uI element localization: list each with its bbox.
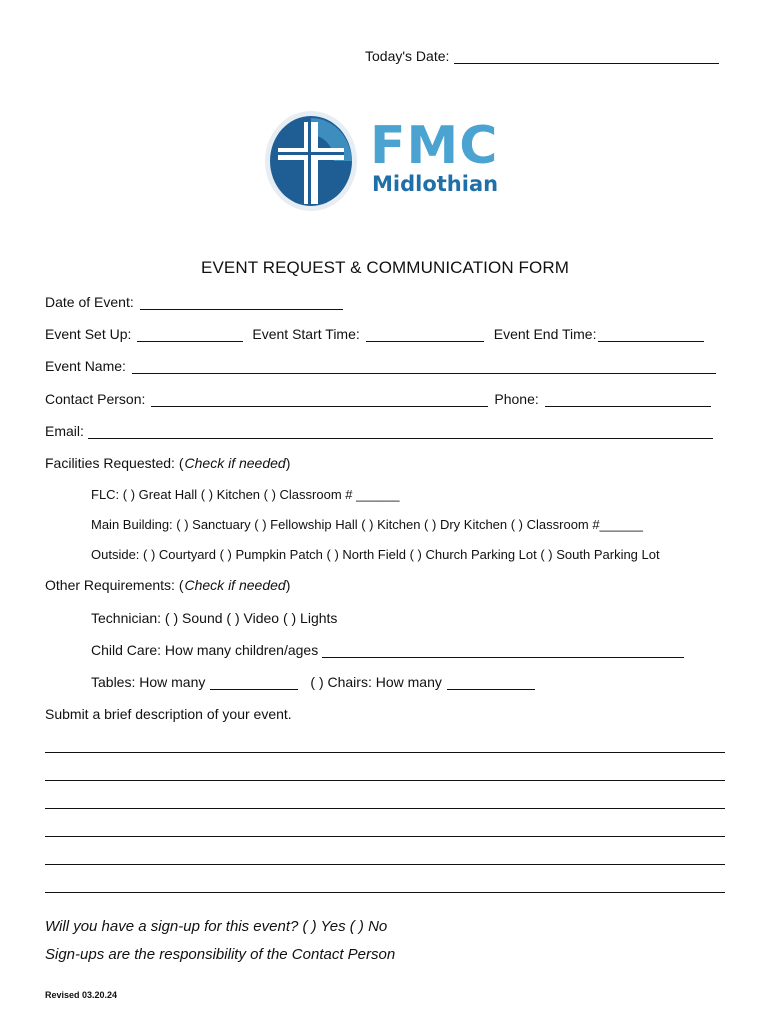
event-name-field[interactable] [132, 360, 716, 374]
event-end-time-field[interactable] [598, 328, 704, 342]
child-care-row [91, 642, 684, 658]
fmc-logo [264, 104, 514, 214]
event-start-time-label: Event Start Time: [252, 326, 360, 342]
signup-question[interactable]: Will you have a sign-up for this event? ( ) Yes ( ) No [45, 918, 388, 935]
facilities-close: ) [285, 455, 291, 471]
email-field[interactable] [88, 425, 713, 439]
description-line-5[interactable] [45, 864, 725, 865]
todays-date-row [365, 48, 719, 64]
facilities-check-note: Check if needed [184, 455, 286, 471]
event-name-row [45, 358, 716, 374]
other-close: ) [285, 577, 291, 593]
description-line-3[interactable] [45, 808, 725, 809]
chairs-field[interactable] [447, 676, 535, 690]
todays-date-field[interactable] [454, 50, 719, 64]
description-line-2[interactable] [45, 780, 725, 781]
contact-person-field[interactable] [151, 393, 488, 407]
facility-main-building-options[interactable]: Main Building: ( ) Sanctuary ( ) Fellowship Hall ( ) Kitchen ( ) Dry Kitchen ( ) Classroom #______ [91, 517, 643, 532]
event-name-label: Event Name: [45, 358, 126, 374]
page-title: EVENT REQUEST & COMMUNICATION FORM [201, 258, 569, 277]
email-row [45, 423, 713, 439]
logo-midlothian-text: Midlothian [372, 172, 499, 196]
date-of-event-field[interactable] [140, 296, 343, 310]
date-of-event-label: Date of Event: [45, 294, 134, 310]
other-requirements-label: Other Requirements: ( [45, 577, 184, 593]
email-label: Email: [45, 423, 84, 439]
facility-flc-options[interactable]: FLC: ( ) Great Hall ( ) Kitchen ( ) Classroom # ______ [91, 487, 400, 502]
event-start-time-field[interactable] [366, 328, 484, 342]
child-care-field[interactable] [322, 644, 684, 658]
contact-row [45, 391, 711, 407]
phone-field[interactable] [545, 393, 711, 407]
date-of-event-row [45, 294, 343, 310]
technician-options[interactable]: Technician: ( ) Sound ( ) Video ( ) Lights [91, 610, 338, 626]
description-line-4[interactable] [45, 836, 725, 837]
facilities-label: Facilities Requested: ( [45, 455, 184, 471]
facility-outside-options[interactable]: Outside: ( ) Courtyard ( ) Pumpkin Patch ( ) North Field ( ) Church Parking Lot ( ) South Parking Lot [91, 547, 660, 562]
logo-fmc-text: FMC [370, 116, 499, 176]
revised-date: Revised 03.20.24 [45, 990, 118, 1000]
chairs-label[interactable]: ( ) Chairs: How many [310, 674, 442, 690]
todays-date-label: Today's Date: [365, 48, 450, 64]
description-line-6[interactable] [45, 892, 725, 893]
child-care-label: Child Care: How many children/ages [91, 642, 319, 658]
signup-note: Sign-ups are the responsibility of the Contact Person [45, 946, 396, 963]
cross-icon [264, 104, 360, 214]
tables-chairs-row [91, 674, 535, 690]
event-set-up-field[interactable] [137, 328, 243, 342]
event-end-time-label: Event End Time: [493, 326, 597, 342]
event-times-row [45, 326, 704, 342]
event-set-up-label: Event Set Up: [45, 326, 132, 342]
contact-person-label: Contact Person: [45, 391, 146, 407]
other-requirements-heading [45, 577, 290, 593]
description-label: Submit a brief description of your event. [45, 706, 292, 722]
tables-label: Tables: How many [91, 674, 206, 690]
description-line-1[interactable] [45, 752, 725, 753]
other-check-note: Check if needed [184, 577, 286, 593]
phone-label: Phone: [494, 391, 539, 407]
tables-field[interactable] [210, 676, 298, 690]
facilities-heading [45, 455, 290, 471]
